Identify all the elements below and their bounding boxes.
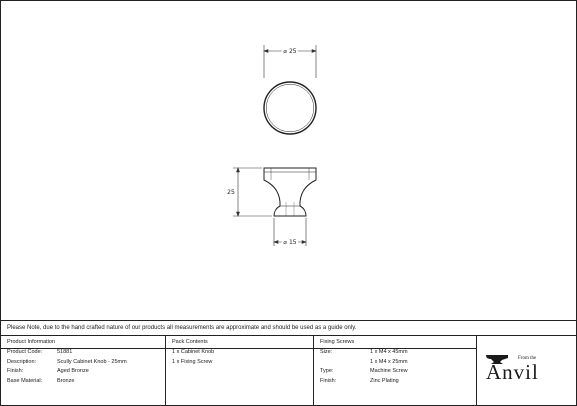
table-row: Base Material: Bronze <box>7 377 75 384</box>
divider <box>476 336 477 406</box>
knob-top-view <box>264 82 316 134</box>
table-row: Finish: Aged Bronze <box>7 368 89 374</box>
height-label: 25 <box>227 189 235 196</box>
logo-tagline: From the <box>518 356 537 361</box>
table-row: Finish: Zinc Plating <box>320 377 399 384</box>
fixing-screws-table <box>320 348 475 386</box>
pack-contents-header: Pack Contents <box>172 339 208 345</box>
pack-contents-list <box>172 348 312 367</box>
table-row: 1 x M4 x 25mm <box>370 358 408 365</box>
table-row: Type: Machine Screw <box>320 368 408 374</box>
fixing-screws-header: Fixing Screws <box>320 339 355 345</box>
table-row: Description: Scully Cabinet Knob - 25mm <box>7 358 127 365</box>
measurement-note: Please Note, due to the hand crafted nature of our products all measurements are approximate and should be used as a guide only. <box>1 320 576 336</box>
top-diameter-label: ⌀ 25 <box>283 48 297 55</box>
product-information-table <box>7 348 165 386</box>
logo-brand: Anvil <box>486 360 539 384</box>
product-information-header: Product Information <box>7 339 55 345</box>
table-row: Product Code: 51881 <box>7 349 73 355</box>
list-item: 1 x Cabinet Knob <box>172 349 215 355</box>
base-diameter-label: ⌀ 15 <box>283 239 297 246</box>
knob-side-view <box>264 168 316 216</box>
anvil-logo <box>478 345 573 385</box>
list-item: 1 x Fixing Screw <box>172 358 213 365</box>
table-row: Size: 1 x M4 x 45mm <box>320 349 408 355</box>
